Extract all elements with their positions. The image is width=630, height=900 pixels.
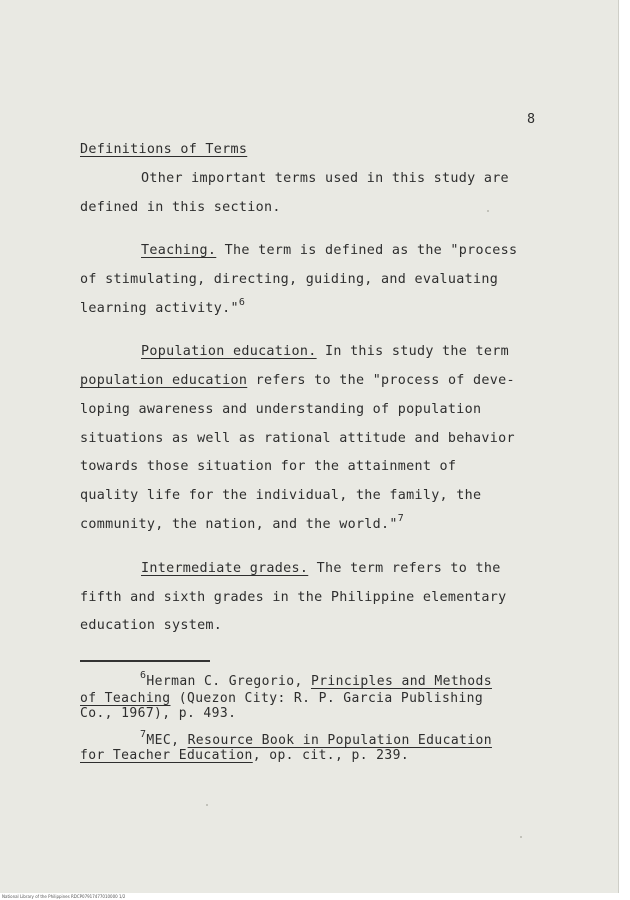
footnote-6-line-3: Co., 1967), p. 493.	[80, 706, 237, 721]
intro-line-1: Other important terms used in this study are	[141, 171, 509, 186]
footnote-ref-7: 7	[397, 513, 405, 524]
intro-line-2: defined in this section.	[80, 200, 281, 215]
paper-speck	[206, 804, 208, 806]
term-population-education-2: population education	[80, 373, 248, 388]
footnote-7-rest: , op. cit., p. 239.	[252, 748, 410, 763]
term-population-education: Population education.	[141, 344, 317, 359]
intermediate-text-1: The term refers to the	[316, 561, 501, 576]
population-line-7	[80, 513, 405, 533]
footnote-6-pub-a: (Quezon City: R. P. Garcia Publishing	[178, 691, 484, 706]
scan-footer-text: National Library of the Philippines RDCP07917477010000 1/2	[2, 894, 126, 899]
intermediate-line-1	[141, 561, 501, 577]
paper-speck	[487, 210, 489, 212]
intermediate-line-3: education system.	[80, 618, 223, 633]
footnote-6-line-2	[80, 692, 483, 705]
term-intermediate-grades: Intermediate grades.	[141, 561, 309, 576]
footnote-6-title-a: Principles and Methods	[310, 674, 492, 689]
population-text-1: In this study the term	[324, 344, 509, 359]
footnote-6-number: 6	[140, 670, 147, 681]
population-line-5: towards those situation for the attainment of	[80, 459, 457, 474]
footnote-ref-6: 6	[238, 297, 246, 308]
teaching-line-1	[141, 243, 517, 259]
term-teaching: Teaching.	[141, 243, 217, 258]
population-line-4: situations as well as rational attitude and behavior	[80, 431, 515, 446]
population-line-2	[80, 373, 515, 389]
population-line-3: loping awareness and understanding of population	[80, 402, 482, 417]
footnote-7-title-a: Resource Book in Population Education	[187, 733, 492, 748]
footnote-7-number: 7	[140, 729, 147, 740]
footnote-7-author: MEC,	[146, 733, 180, 748]
footnote-6-author: Herman C. Gregorio,	[146, 674, 303, 689]
footnote-7-title-b: for Teacher Education	[80, 748, 253, 763]
footnote-7-line-1	[140, 729, 492, 748]
population-text-2: refers to the "process of deve-	[255, 373, 515, 388]
teaching-line-2: of stimulating, directing, guiding, and evaluating	[80, 272, 499, 287]
teaching-text-1: The term is defined as the "process	[224, 243, 518, 258]
footnote-7-line-2	[80, 749, 409, 762]
footnote-6-title-b: of Teaching	[80, 691, 171, 706]
population-line-6: quality life for the individual, the family, the	[80, 488, 482, 503]
footnote-6-line-1	[140, 670, 492, 689]
population-line-1	[141, 344, 509, 360]
page-number: 8	[527, 112, 536, 127]
intermediate-line-2: fifth and sixth grades in the Philippine elementary	[80, 590, 507, 605]
paper-speck	[520, 836, 522, 838]
population-text-7: community, the nation, and the world."	[80, 517, 398, 532]
footnote-divider	[80, 660, 210, 662]
teaching-line-3	[80, 297, 246, 317]
section-heading: Definitions of Terms	[80, 142, 248, 157]
teaching-text-3: learning activity."	[80, 301, 239, 316]
